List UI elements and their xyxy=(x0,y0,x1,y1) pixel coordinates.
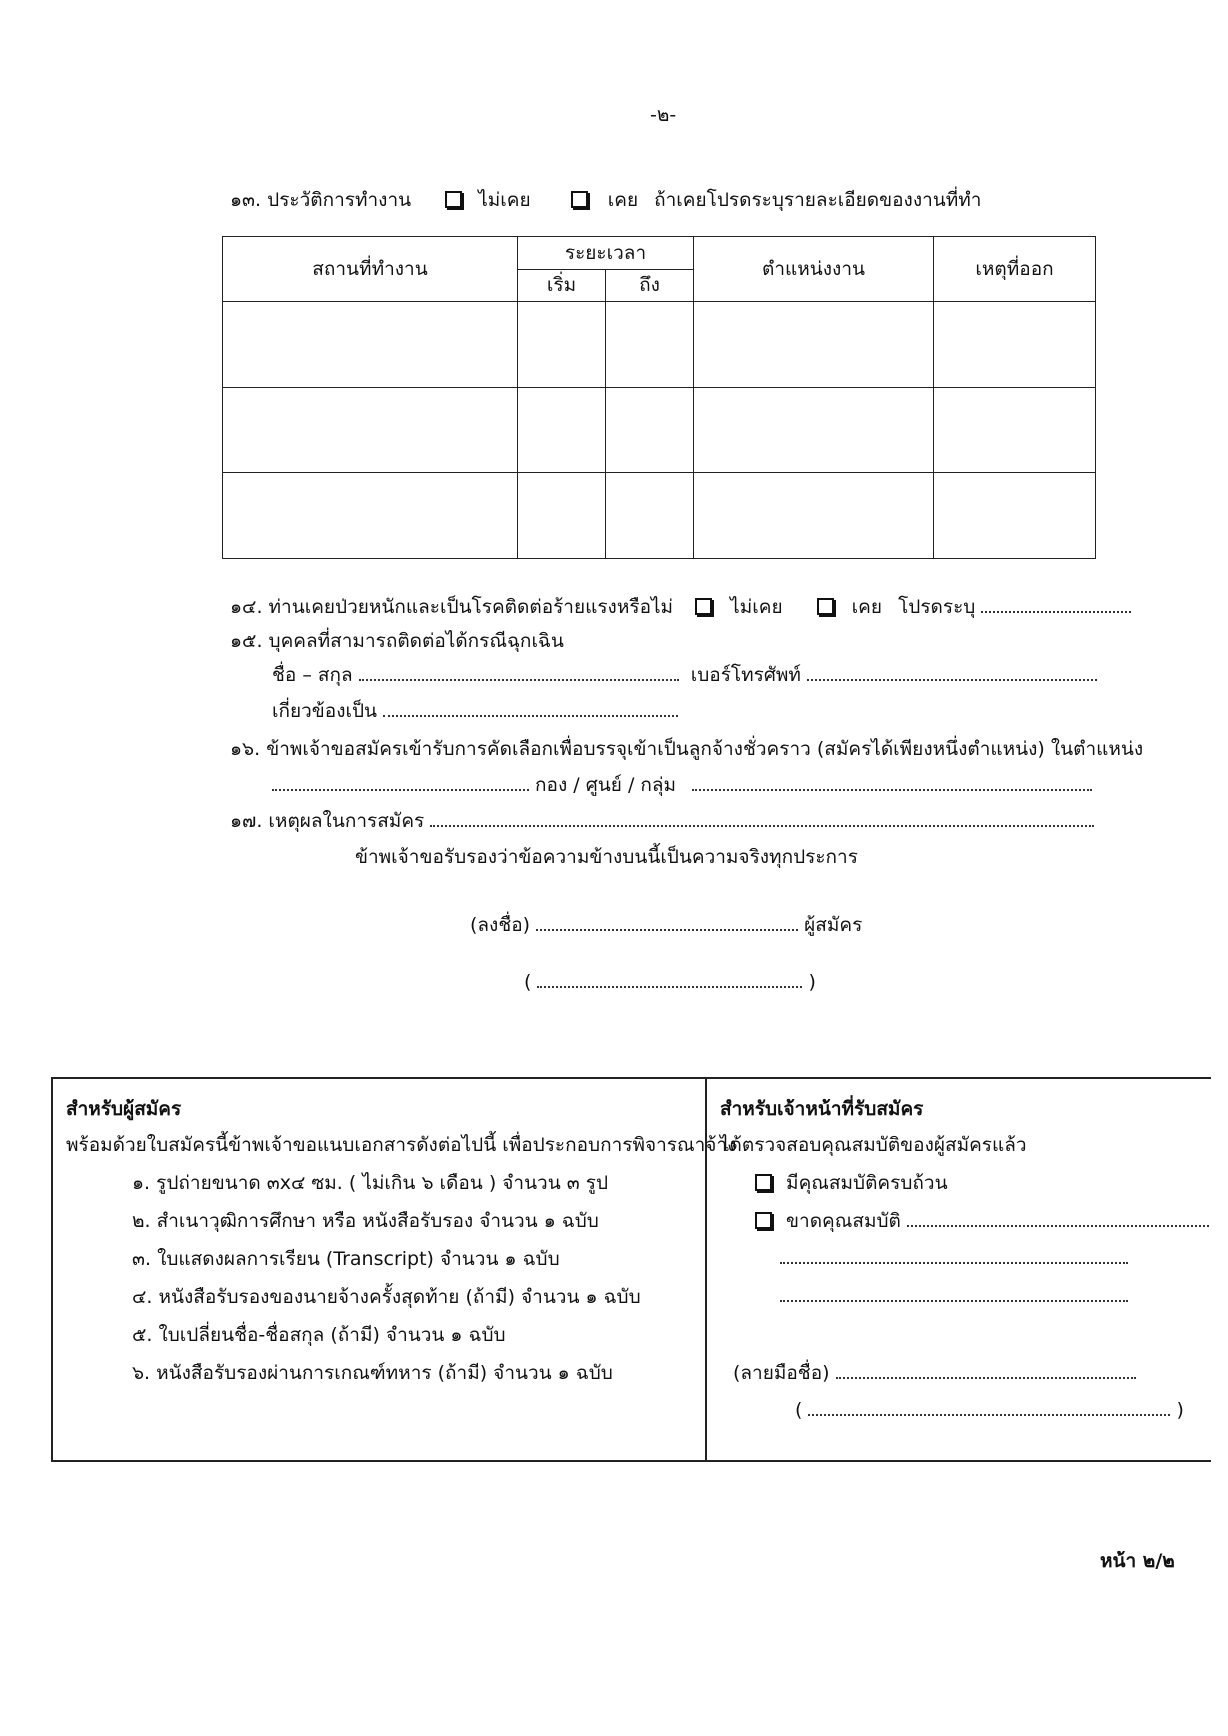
applicant-name-line xyxy=(524,968,816,993)
list-item: ๖. หนังสือรับรองผ่านการเกณฑ์ทหาร (ถ้ามี) จำนวน ๑ ฉบับ xyxy=(132,1362,613,1384)
division-label: กอง / ศูนย์ / กลุ่ม xyxy=(535,774,677,796)
box-top-border xyxy=(51,1077,1211,1079)
unqualified-label: ขาดคุณสมบัติ xyxy=(786,1210,901,1232)
q14-line xyxy=(230,592,1131,622)
cell-workplace[interactable] xyxy=(223,387,518,473)
page-number: -๒- xyxy=(650,104,677,126)
unqualified-detail-field-3[interactable] xyxy=(780,1282,1128,1302)
q16-label: ๑๖. ข้าพเจ้าขอสมัครเข้ารับการคัดเลือกเพื่อบรรจุเข้าเป็นลูกจ้างชั่วคราว (สมัครได้เพียงหนึ่งตำแหน่ง) ในตำแหน่ง xyxy=(230,738,1144,760)
list-item: ๓. ใบแสดงผลการเรียน (Transcript) จำนวน ๑ ฉบับ xyxy=(132,1248,560,1270)
applicant-printed-name-field[interactable] xyxy=(537,968,802,988)
unqualified-line xyxy=(755,1206,1209,1236)
checkbox-never-ill[interactable] xyxy=(695,598,712,615)
open-paren: ( xyxy=(524,971,532,993)
page-footer: หน้า ๒/๒ xyxy=(1100,1550,1175,1572)
q13-never-label: ไม่เคย xyxy=(478,189,531,211)
contact-phone-label: เบอร์โทรศัพท์ xyxy=(690,664,801,686)
q15-name-line xyxy=(272,660,1097,690)
checkbox-unqualified[interactable] xyxy=(755,1212,772,1229)
applicant-signature-line xyxy=(470,910,862,940)
contact-name-field[interactable] xyxy=(359,661,679,681)
cell-reason[interactable] xyxy=(934,473,1096,559)
officer-box-title: สำหรับเจ้าหน้าที่รับสมัคร xyxy=(720,1098,924,1120)
position-field[interactable] xyxy=(272,771,529,791)
cell-workplace[interactable] xyxy=(223,473,518,559)
checkbox-qualified[interactable] xyxy=(755,1174,772,1191)
cell-reason[interactable] xyxy=(934,387,1096,473)
applicant-box-title: สำหรับผู้สมัคร xyxy=(66,1098,182,1120)
box-left-border xyxy=(51,1077,53,1462)
contact-name-label: ชื่อ – สกุล xyxy=(272,664,353,686)
certify-statement: ข้าพเจ้าขอรับรองว่าข้อความข้างบนนี้เป็นความจริงทุกประการ xyxy=(355,846,858,868)
list-item: ๕. ใบเปลี่ยนชื่อ-ชื่อสกุล (ถ้ามี) จำนวน ๑ ฉบับ xyxy=(132,1324,506,1346)
q13-label: ๑๓. ประวัติการทำงาน xyxy=(230,189,412,211)
q14-specify-label: โปรดระบุ xyxy=(898,596,976,618)
table-row xyxy=(223,302,1096,388)
q15-label: ๑๕. บุคคลที่สามารถติดต่อได้กรณีฉุกเฉิน xyxy=(230,630,564,652)
header-workplace: สถานที่ทำงาน xyxy=(223,237,518,302)
unqualified-detail-field-2[interactable] xyxy=(780,1244,1128,1264)
checkbox-has-been-ill[interactable] xyxy=(817,598,834,615)
cell-position[interactable] xyxy=(694,387,934,473)
contact-relation-label: เกี่ยวข้องเป็น xyxy=(272,700,378,722)
q14-never-label: ไม่เคย xyxy=(730,596,783,618)
cell-end[interactable] xyxy=(606,473,694,559)
header-position: ตำแหน่งงาน xyxy=(694,237,934,302)
q16-position-line xyxy=(272,770,1092,800)
list-item: ๔. หนังสือรับรองของนายจ้างครั้งสุดท้าย (ถ้ามี) จำนวน ๑ ฉบับ xyxy=(132,1286,641,1308)
division-field[interactable] xyxy=(692,771,1092,791)
box-bottom-border xyxy=(51,1460,1211,1462)
table-row xyxy=(223,387,1096,473)
q17-label: ๑๗. เหตุผลในการสมัคร xyxy=(230,810,425,832)
illness-detail-field[interactable] xyxy=(981,593,1131,613)
cell-position[interactable] xyxy=(694,302,934,388)
q17-line xyxy=(230,806,1094,836)
officer-signature-line xyxy=(733,1358,1136,1388)
contact-relation-field[interactable] xyxy=(383,697,678,717)
officer-signature-field[interactable] xyxy=(836,1359,1136,1379)
contact-phone-field[interactable] xyxy=(807,661,1097,681)
q13-ever-label: เคย xyxy=(607,189,639,211)
cell-workplace[interactable] xyxy=(223,302,518,388)
cell-end[interactable] xyxy=(606,302,694,388)
checkbox-has-worked[interactable] xyxy=(571,191,588,208)
qualified-line xyxy=(755,1168,948,1198)
list-item: ๒. สำเนาวุฒิการศึกษา หรือ หนังสือรับรอง จำนวน ๑ ฉบับ xyxy=(132,1210,599,1232)
applicant-box-intro: พร้อมด้วยใบสมัครนี้ข้าพเจ้าขอแนบเอกสารดังต่อไปนี้ เพื่อประกอบการพิจารณาจ้าง xyxy=(66,1134,737,1156)
sign-label: (ลงชื่อ) xyxy=(470,914,531,936)
officer-printed-name-field[interactable] xyxy=(808,1396,1170,1416)
cell-start[interactable] xyxy=(518,473,606,559)
q13-line xyxy=(230,185,981,215)
cell-start[interactable] xyxy=(518,302,606,388)
applicant-signature-field[interactable] xyxy=(536,911,798,931)
checkbox-never-worked[interactable] xyxy=(445,191,462,208)
officer-sign-label: (ลายมือชื่อ) xyxy=(733,1362,830,1384)
header-period: ระยะเวลา xyxy=(518,237,694,270)
officer-close-paren: ) xyxy=(1176,1399,1184,1421)
close-paren: ) xyxy=(808,971,816,993)
table-row xyxy=(223,473,1096,559)
reason-field[interactable] xyxy=(430,807,1094,827)
cell-reason[interactable] xyxy=(934,302,1096,388)
cell-end[interactable] xyxy=(606,387,694,473)
list-item: ๑. รูปถ่ายขนาด ๓x๔ ซม. ( ไม่เกิน ๖ เดือน ) จำนวน ๓ รูป xyxy=(132,1172,609,1194)
unqualified-detail-field[interactable] xyxy=(907,1207,1209,1227)
q14-ever-label: เคย xyxy=(851,596,883,618)
officer-box-intro: ได้ตรวจสอบคุณสมบัติของผู้สมัครแล้ว xyxy=(720,1134,1027,1156)
officer-open-paren: ( xyxy=(795,1399,803,1421)
qualified-label: มีคุณสมบัติครบถ้วน xyxy=(786,1172,948,1194)
q13-note: ถ้าเคยโปรดระบุรายละเอียดของงานที่ทำ xyxy=(654,189,982,211)
header-reason: เหตุที่ออก xyxy=(934,237,1096,302)
header-start: เริ่ม xyxy=(518,269,606,302)
q14-label: ๑๔. ท่านเคยป่วยหนักและเป็นโรคติดต่อร้ายแรงหรือไม่ xyxy=(230,596,674,618)
q15-relation-line xyxy=(272,696,678,726)
cell-position[interactable] xyxy=(694,473,934,559)
cell-start[interactable] xyxy=(518,387,606,473)
applicant-label: ผู้สมัคร xyxy=(804,914,863,936)
work-history-table xyxy=(222,236,1096,559)
officer-name-line xyxy=(795,1396,1184,1421)
header-end: ถึง xyxy=(606,269,694,302)
